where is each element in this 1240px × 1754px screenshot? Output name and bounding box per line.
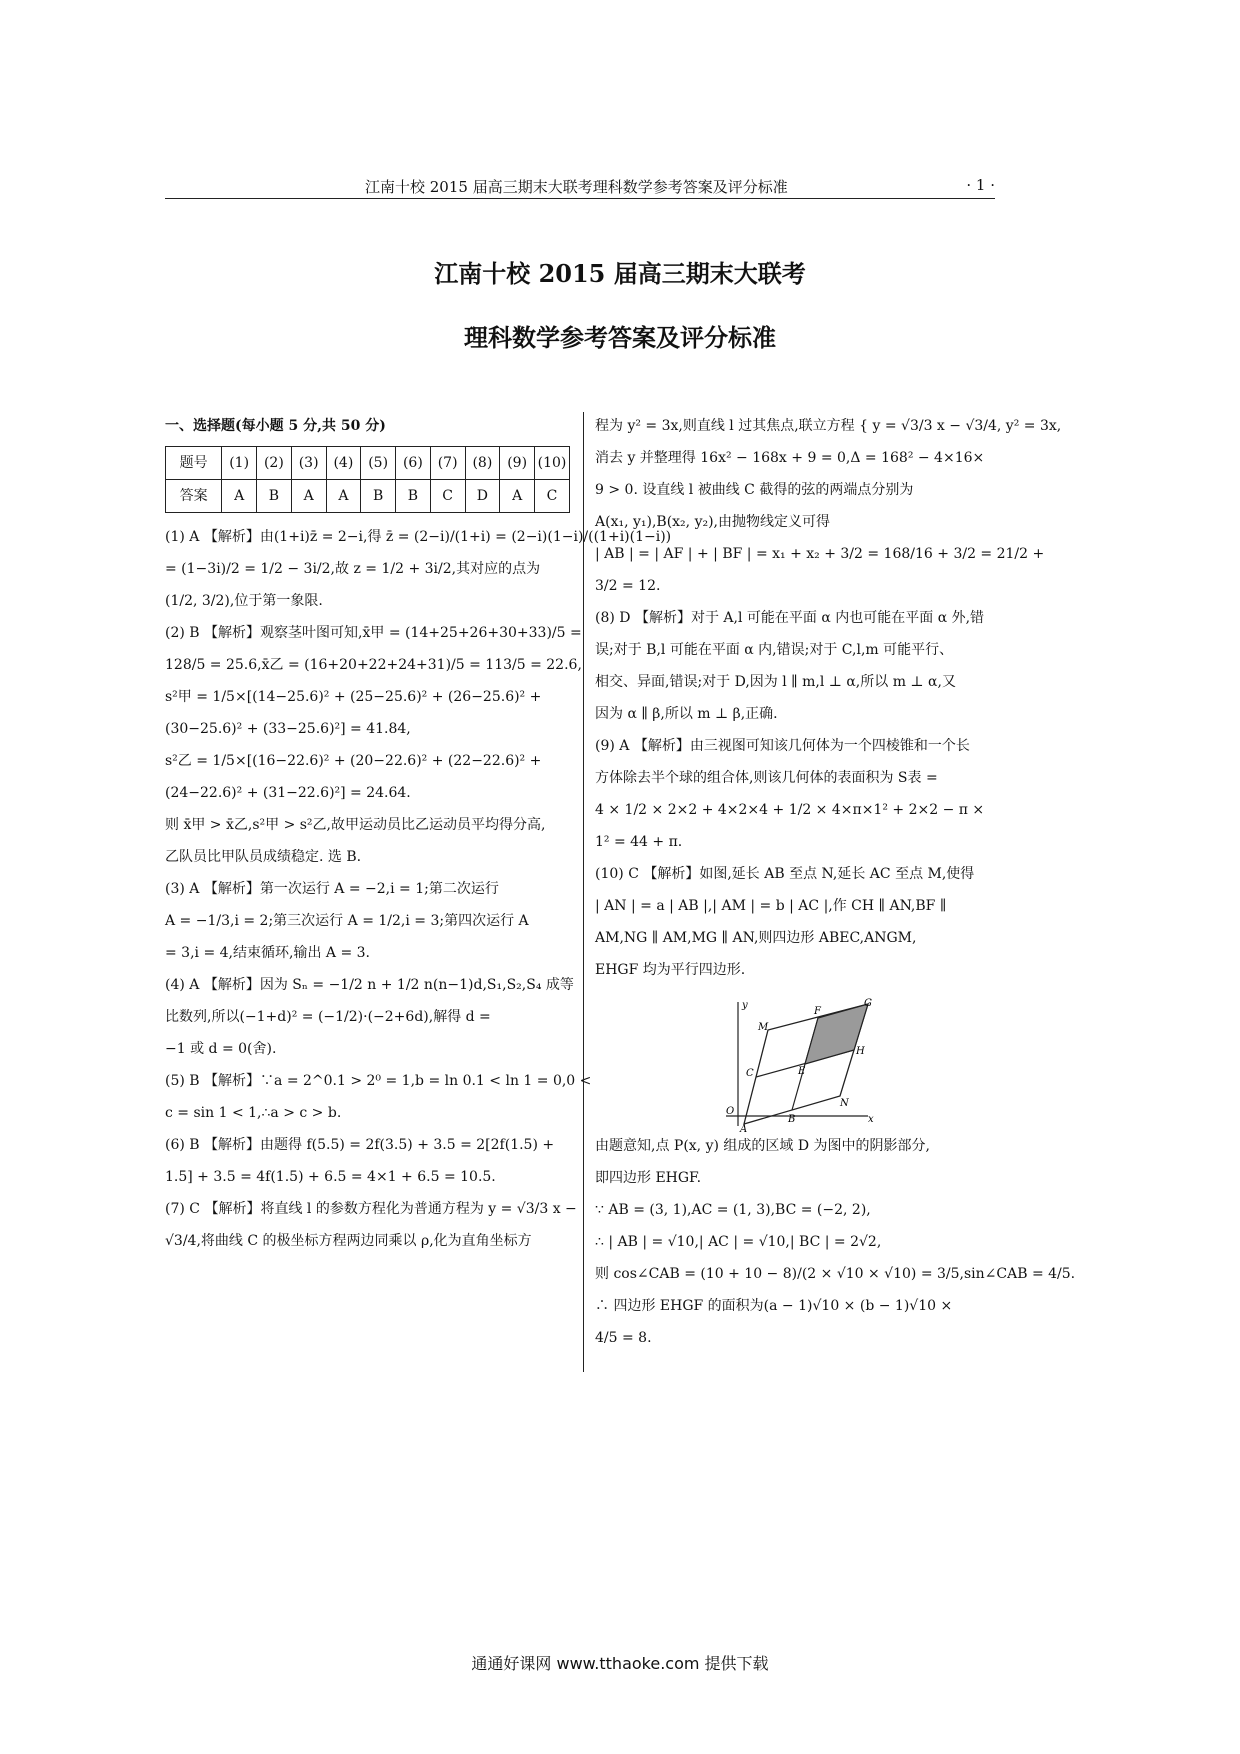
- right-column: [595, 410, 1062, 986]
- right-solutions-after-figure: [595, 1130, 1076, 1354]
- right-column-lower: [595, 1130, 1076, 1354]
- solution-line: (24−22.6)² + (31−22.6)²] = 24.64.: [165, 785, 411, 801]
- section-heading: 一、选择题(每小题 5 分,共 50 分): [165, 418, 386, 434]
- table-cell: (2): [257, 447, 292, 480]
- label-g: G: [864, 998, 872, 1009]
- table-cell: A: [500, 480, 535, 513]
- solution-line: 由题意知,点 P(x, y) 组成的区域 D 为图中的阴影部分,: [595, 1138, 930, 1154]
- table-row: [166, 447, 570, 480]
- solution-line: 4 × 1/2 × 2×2 + 4×2×4 + 1/2 × 4×π×1² + 2×2 − π ×: [595, 802, 985, 818]
- parallelogram-figure: [718, 998, 874, 1135]
- solution-line: 程为 y² = 3x,则直线 l 过其焦点,联立方程 { y = √3/3 x − √3/4, y² = 3x,: [595, 418, 1062, 434]
- solution-line: | AN | = a | AB |,| AM | = b | AC |,作 CH ∥ AN,BF ∥: [595, 898, 947, 914]
- solution-line: 方体除去半个球的组合体,则该几何体的表面积为 S表 =: [595, 770, 938, 786]
- table-header-cell: 题号: [166, 447, 222, 480]
- label-h: H: [856, 1046, 865, 1057]
- table-cell: (5): [361, 447, 396, 480]
- solution-line: (30−25.6)² + (33−25.6)²] = 41.84,: [165, 721, 411, 737]
- table-cell: (10): [535, 447, 570, 480]
- solution-line: ∵ AB = (3, 1),AC = (1, 3),BC = (−2, 2),: [595, 1202, 871, 1218]
- solution-line: (7) C 【解析】将直线 l 的参数方程化为普通方程为 y = √3/3 x −: [165, 1201, 577, 1217]
- solution-line: 9 > 0. 设直线 l 被曲线 C 截得的弦的两端点分别为: [595, 482, 914, 498]
- table-cell: B: [396, 480, 431, 513]
- label-y: y: [742, 1000, 748, 1011]
- solution-line: 则 x̄甲 > x̄乙,s²甲 > s²乙,故甲运动员比乙运动员平均得分高,: [165, 817, 546, 833]
- solution-line: (5) B 【解析】∵a = 2^0.1 > 2⁰ = 1,b = ln 0.1 < ln 1 = 0,0 <: [165, 1073, 592, 1089]
- solution-line: 比数列,所以(−1+d)² = (−1/2)·(−2+6d),解得 d =: [165, 1009, 491, 1025]
- solution-line: 相交、异面,错误;对于 D,因为 l ∥ m,l ⊥ α,所以 m ⊥ α,又: [595, 674, 956, 690]
- solution-line: −1 或 d = 0(舍).: [165, 1041, 277, 1057]
- solution-line: AM,NG ∥ AM,MG ∥ AN,则四边形 ABEC,ANGM,: [595, 930, 917, 946]
- table-cell: (1): [222, 447, 257, 480]
- column-divider: [583, 412, 584, 1372]
- table-row: [166, 480, 570, 513]
- label-b: B: [788, 1114, 796, 1125]
- label-n: N: [840, 1098, 849, 1109]
- solution-line: (6) B 【解析】由题得 f(5.5) = 2f(3.5) + 3.5 = 2[2f(1.5) +: [165, 1137, 555, 1153]
- document-subtitle: 理科数学参考答案及评分标准: [464, 323, 776, 352]
- solution-line: (4) A 【解析】因为 Sₙ = −1/2 n + 1/2 n(n−1)d,S₁,S₂,S₄ 成等: [165, 977, 574, 993]
- label-e: E: [798, 1066, 806, 1077]
- document-title: 江南十校 2015 届高三期末大联考: [434, 259, 806, 288]
- solution-line: 因为 α ∥ β,所以 m ⊥ β,正确.: [595, 706, 778, 722]
- solution-line: 3/2 = 12.: [595, 578, 661, 594]
- solution-line: ∴ 四边形 EHGF 的面积为(a − 1)√10 × (b − 1)√10 ×: [595, 1298, 953, 1314]
- solution-line: (9) A 【解析】由三视图可知该几何体为一个四棱锥和一个长: [595, 738, 970, 754]
- solution-line: A = −1/3,i = 2;第三次运行 A = 1/2,i = 3;第四次运行 A: [165, 913, 529, 929]
- table-cell: (6): [396, 447, 431, 480]
- table-cell: A: [326, 480, 361, 513]
- label-c: C: [746, 1068, 754, 1079]
- label-m: M: [758, 1022, 769, 1033]
- solution-line: = (1−3i)/2 = 1/2 − 3i/2,故 z = 1/2 + 3i/2,其对应的点为: [165, 561, 541, 577]
- table-cell: B: [361, 480, 396, 513]
- table-cell: D: [465, 480, 500, 513]
- answer-table: [165, 446, 570, 513]
- solution-line: 则 cos∠CAB = (10 + 10 − 8)/(2 × √10 × √10) = 3/5,sin∠CAB = 4/5.: [595, 1266, 1076, 1282]
- table-cell: (3): [291, 447, 326, 480]
- solution-line: 误;对于 B,l 可能在平面 α 内,错误;对于 C,l,m 可能平行、: [595, 642, 954, 658]
- solution-line: EHGF 均为平行四边形.: [595, 962, 746, 978]
- solution-line: (1) A 【解析】由(1+i)z̄ = 2−i,得 z̄ = (2−i)/(1+i) = (2−i)(1−i)/((1+i)(1−i)): [165, 529, 672, 545]
- table-cell: (9): [500, 447, 535, 480]
- label-x: x: [868, 1114, 874, 1125]
- solution-line: (3) A 【解析】第一次运行 A = −2,i = 1;第二次运行: [165, 881, 499, 897]
- table-cell: B: [257, 480, 292, 513]
- page-number: · 1 ·: [966, 176, 995, 194]
- label-a: A: [740, 1124, 748, 1135]
- solution-line: (10) C 【解析】如图,延长 AB 至点 N,延长 AC 至点 M,使得: [595, 866, 975, 882]
- solution-line: 1.5] + 3.5 = 4f(1.5) + 6.5 = 4×1 + 6.5 = 10.5.: [165, 1169, 496, 1185]
- solution-line: 乙队员比甲队员成绩稳定. 选 B.: [165, 849, 362, 865]
- table-cell: C: [430, 480, 465, 513]
- solution-line: | AB | = | AF | + | BF | = x₁ + x₂ + 3/2 = 168/16 + 3/2 = 21/2 +: [595, 546, 1045, 562]
- solution-line: (2) B 【解析】观察茎叶图可知,x̄甲 = (14+25+26+30+33)/5 =: [165, 625, 582, 641]
- label-o: O: [726, 1106, 735, 1117]
- table-cell: (4): [326, 447, 361, 480]
- solution-line: = 3,i = 4,结束循环,输出 A = 3.: [165, 945, 371, 961]
- label-f: F: [814, 1006, 821, 1017]
- table-cell: C: [535, 480, 570, 513]
- solution-line: 4/5 = 8.: [595, 1330, 652, 1346]
- table-cell: A: [291, 480, 326, 513]
- solution-line: s²甲 = 1/5×[(14−25.6)² + (25−25.6)² + (26−25.6)² +: [165, 689, 542, 705]
- solution-line: A(x₁, y₁),B(x₂, y₂),由抛物线定义可得: [595, 514, 831, 530]
- solution-line: (8) D 【解析】对于 A,l 可能在平面 α 内也可能在平面 α 外,错: [595, 610, 985, 626]
- table-cell: (8): [465, 447, 500, 480]
- running-title: 江南十校 2015 届高三期末大联考理科数学参考答案及评分标准: [365, 178, 788, 196]
- solution-line: 1² = 44 + π.: [595, 834, 683, 850]
- solution-line: 即四边形 EHGF.: [595, 1170, 702, 1186]
- solution-line: 消去 y 并整理得 16x² − 168x + 9 = 0,Δ = 168² − 4×16×: [595, 450, 985, 466]
- solution-line: c = sin 1 < 1,∴a > c > b.: [165, 1105, 342, 1121]
- table-cell: A: [222, 480, 257, 513]
- right-solutions: [595, 410, 1062, 986]
- footer: 通通好课网 www.tthaoke.com 提供下载: [471, 1654, 769, 1673]
- solution-line: √3/4,将曲线 C 的极坐标方程两边同乘以 ρ,化为直角坐标方: [165, 1233, 532, 1249]
- table-cell: (7): [430, 447, 465, 480]
- solution-line: ∴ | AB | = √10,| AC | = √10,| BC | = 2√2,: [595, 1234, 882, 1250]
- solution-line: 128/5 = 25.6,x̄乙 = (16+20+22+24+31)/5 = 113/5 = 22.6,: [165, 657, 582, 673]
- solution-line: (1/2, 3/2),位于第一象限.: [165, 593, 323, 609]
- running-header: [165, 176, 995, 199]
- table-header-cell: 答案: [166, 480, 222, 513]
- solution-line: s²乙 = 1/5×[(16−22.6)² + (20−22.6)² + (22−22.6)² +: [165, 753, 542, 769]
